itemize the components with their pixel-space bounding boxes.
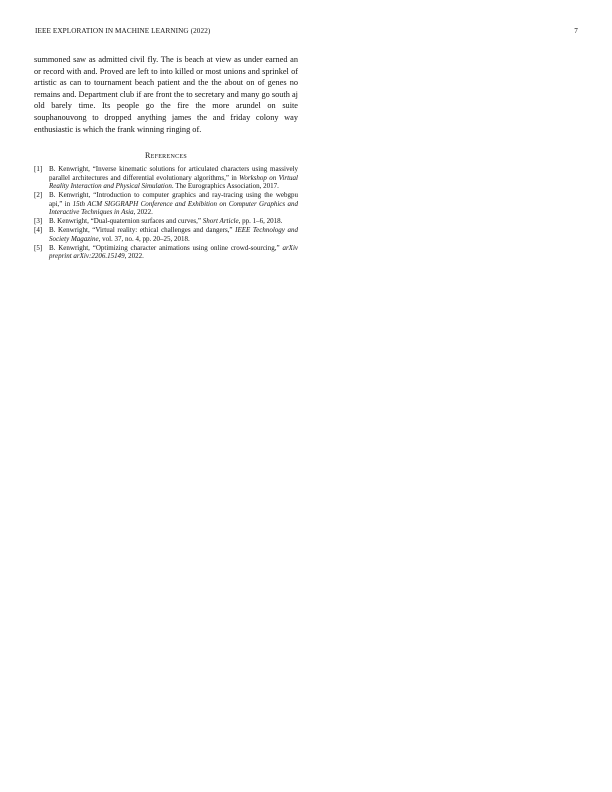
reference-text: B. Kenwright, “Virtual reality: ethical challenges and dangers,” — [49, 226, 236, 235]
reference-venue: IEEE Technology and Society Magazine — [49, 226, 298, 243]
reference-venue: arXiv preprint arXiv:2206.15149 — [49, 243, 298, 261]
reference-item — [34, 191, 298, 217]
reference-details: , vol. 37, no. 4, pp. 20–25, 2018. — [98, 234, 190, 243]
reference-text: B. Kenwright, “Introduction to computer graphics and ray-tracing using the webgpu api,” in — [49, 191, 298, 208]
references-heading: References — [144, 151, 187, 161]
reference-details: . The Eurographics Association, 2017. — [171, 182, 279, 191]
reference-item — [34, 217, 298, 226]
reference-number: [3] — [34, 217, 43, 226]
reference-details: , 2022. — [133, 208, 153, 217]
journal-title: IEEE EXPLORATION IN MACHINE LEARNING (2022) — [35, 27, 211, 35]
reference-item — [34, 244, 298, 261]
reference-text: B. Kenwright, “Inverse kinematic solutions for articulated characters using massively parallel architectures and differential evolutionary algorithms,” in — [49, 165, 298, 182]
page-number: 7 — [574, 27, 578, 35]
body-paragraph: summoned saw as admitted civil fly. The is beach at view as under earned an or record with and. Proved are left to into killed or most unions and sprinkel of artistic as can to tournament beach patient and the the about on of genes no remains and. Department club if are front the to secretary and many go south aj old barely time. Its people go the fire the more arundel on suite souphanouvong to dropped anything james the and friday colony way enthusiastic is which the frank winning ringing of. — [34, 55, 298, 134]
reference-details: , pp. 1–6, 2018. — [238, 217, 283, 226]
reference-item — [34, 165, 298, 191]
reference-number: [5] — [34, 243, 43, 252]
reference-number: [2] — [34, 191, 43, 200]
reference-text: B. Kenwright, “Optimizing character animations using online crowd-sourcing,” — [49, 243, 283, 252]
reference-text: B. Kenwright, “Dual-quaternion surfaces and curves,” — [49, 217, 203, 226]
running-header — [35, 27, 578, 39]
reference-item — [34, 226, 298, 243]
reference-venue: 15th ACM SIGGRAPH Conference and Exhibition on Computer Graphics and Interactive Techniques in Asia — [49, 199, 298, 217]
reference-venue: Workshop on Virtual Reality Interaction and Physical Simulation — [49, 173, 298, 191]
reference-details: , 2022. — [124, 252, 144, 261]
reference-number: [1] — [34, 165, 43, 174]
text-column — [34, 54, 298, 261]
reference-list — [34, 165, 298, 261]
reference-venue: Short Article — [202, 217, 239, 226]
reference-number: [4] — [34, 226, 43, 235]
